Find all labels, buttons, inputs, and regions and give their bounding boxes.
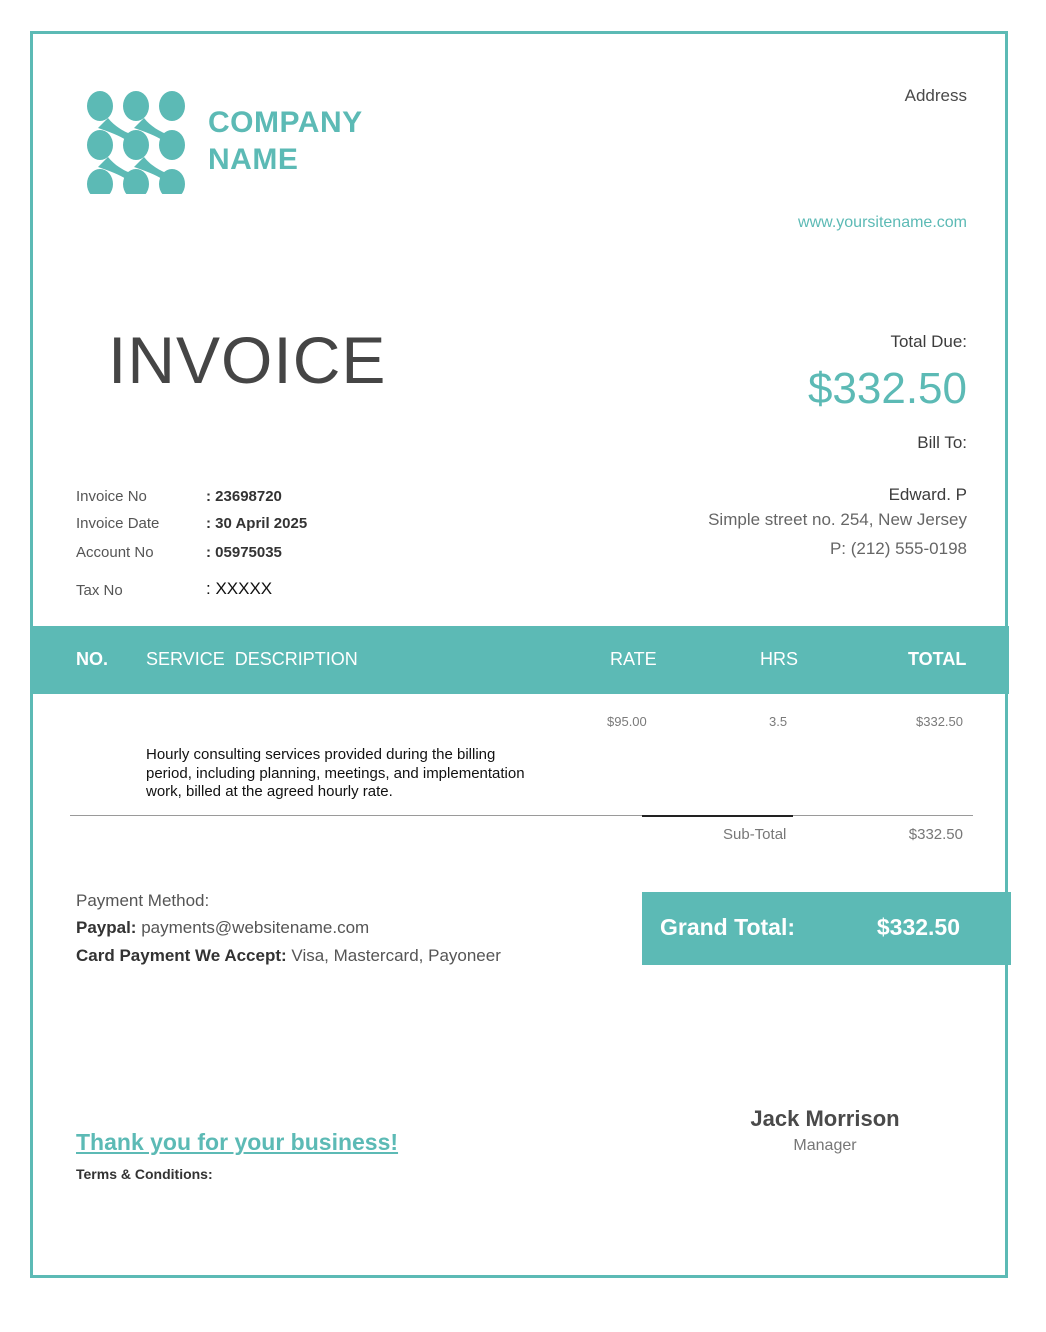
signer-name: Jack Morrison xyxy=(750,1106,900,1131)
header-rate: RATE xyxy=(610,649,657,669)
invoice-date-value: : 30 April 2025 xyxy=(206,515,308,532)
card-payment-line xyxy=(76,946,501,966)
header-description: SERVICE DESCRIPTION xyxy=(146,649,358,669)
grand-total-label: Grand Total: xyxy=(660,914,796,940)
invoice-title: INVOICE xyxy=(108,323,387,397)
subtotal-divider xyxy=(642,815,793,817)
row-total: $332.50 xyxy=(916,714,963,729)
header-no: NO. xyxy=(76,649,109,669)
row-hrs: 3.5 xyxy=(769,714,788,729)
invoice-no-label: Invoice No xyxy=(76,488,147,505)
account-no-value: : 05975035 xyxy=(206,544,282,561)
row-description: Hourly consulting services provided during the billing period, including planning, meetings, and implementation work, billed at the agreed hourly rate. xyxy=(146,746,525,800)
bill-to-label: Bill To: xyxy=(917,433,967,452)
invoice-no-value: : 23698720 xyxy=(206,488,282,505)
company-name-line2: NAME xyxy=(208,143,299,176)
signer-role: Manager xyxy=(793,1137,857,1154)
service-table-header xyxy=(33,626,1009,694)
subtotal-label: Sub-Total xyxy=(723,826,787,843)
tax-no-value: : XXXXX xyxy=(206,579,273,598)
total-due-label: Total Due: xyxy=(890,332,967,351)
thank-you-message: Thank you for your business! xyxy=(76,1129,399,1155)
table-divider xyxy=(70,815,973,816)
total-due-amount: $332.50 xyxy=(807,364,967,413)
website-link[interactable]: www.yoursitename.com xyxy=(798,214,967,231)
paypal-label: Paypal: xyxy=(76,918,137,937)
bill-to-street: Simple street no. 254, New Jersey xyxy=(708,510,967,529)
card-payment-value: Visa, Mastercard, Payoneer xyxy=(291,946,501,965)
header-hrs: HRS xyxy=(760,649,799,669)
subtotal-value: $332.50 xyxy=(908,826,963,843)
paypal-line xyxy=(76,918,369,938)
dots-network-logo-icon xyxy=(86,88,186,200)
payment-method-label: Payment Method: xyxy=(76,891,210,910)
bill-to-phone: P: (212) 555-0198 xyxy=(829,539,967,558)
paypal-value: payments@websitename.com xyxy=(141,918,370,937)
company-name-line1: COMPANY xyxy=(208,106,363,139)
card-payment-label: Card Payment We Accept: xyxy=(76,946,287,965)
grand-total-value: $332.50 xyxy=(876,914,960,940)
grand-total-box xyxy=(642,892,1011,965)
company-name xyxy=(208,104,363,178)
row-rate: $95.00 xyxy=(607,714,647,729)
header-total: TOTAL xyxy=(908,649,967,669)
account-no-label: Account No xyxy=(76,544,154,561)
company-address: Address xyxy=(904,86,967,105)
invoice-date-label: Invoice Date xyxy=(76,515,160,532)
bill-to-name: Edward. P xyxy=(888,485,967,504)
tax-no-label: Tax No xyxy=(76,582,123,599)
terms-label: Terms & Conditions: xyxy=(76,1166,213,1182)
